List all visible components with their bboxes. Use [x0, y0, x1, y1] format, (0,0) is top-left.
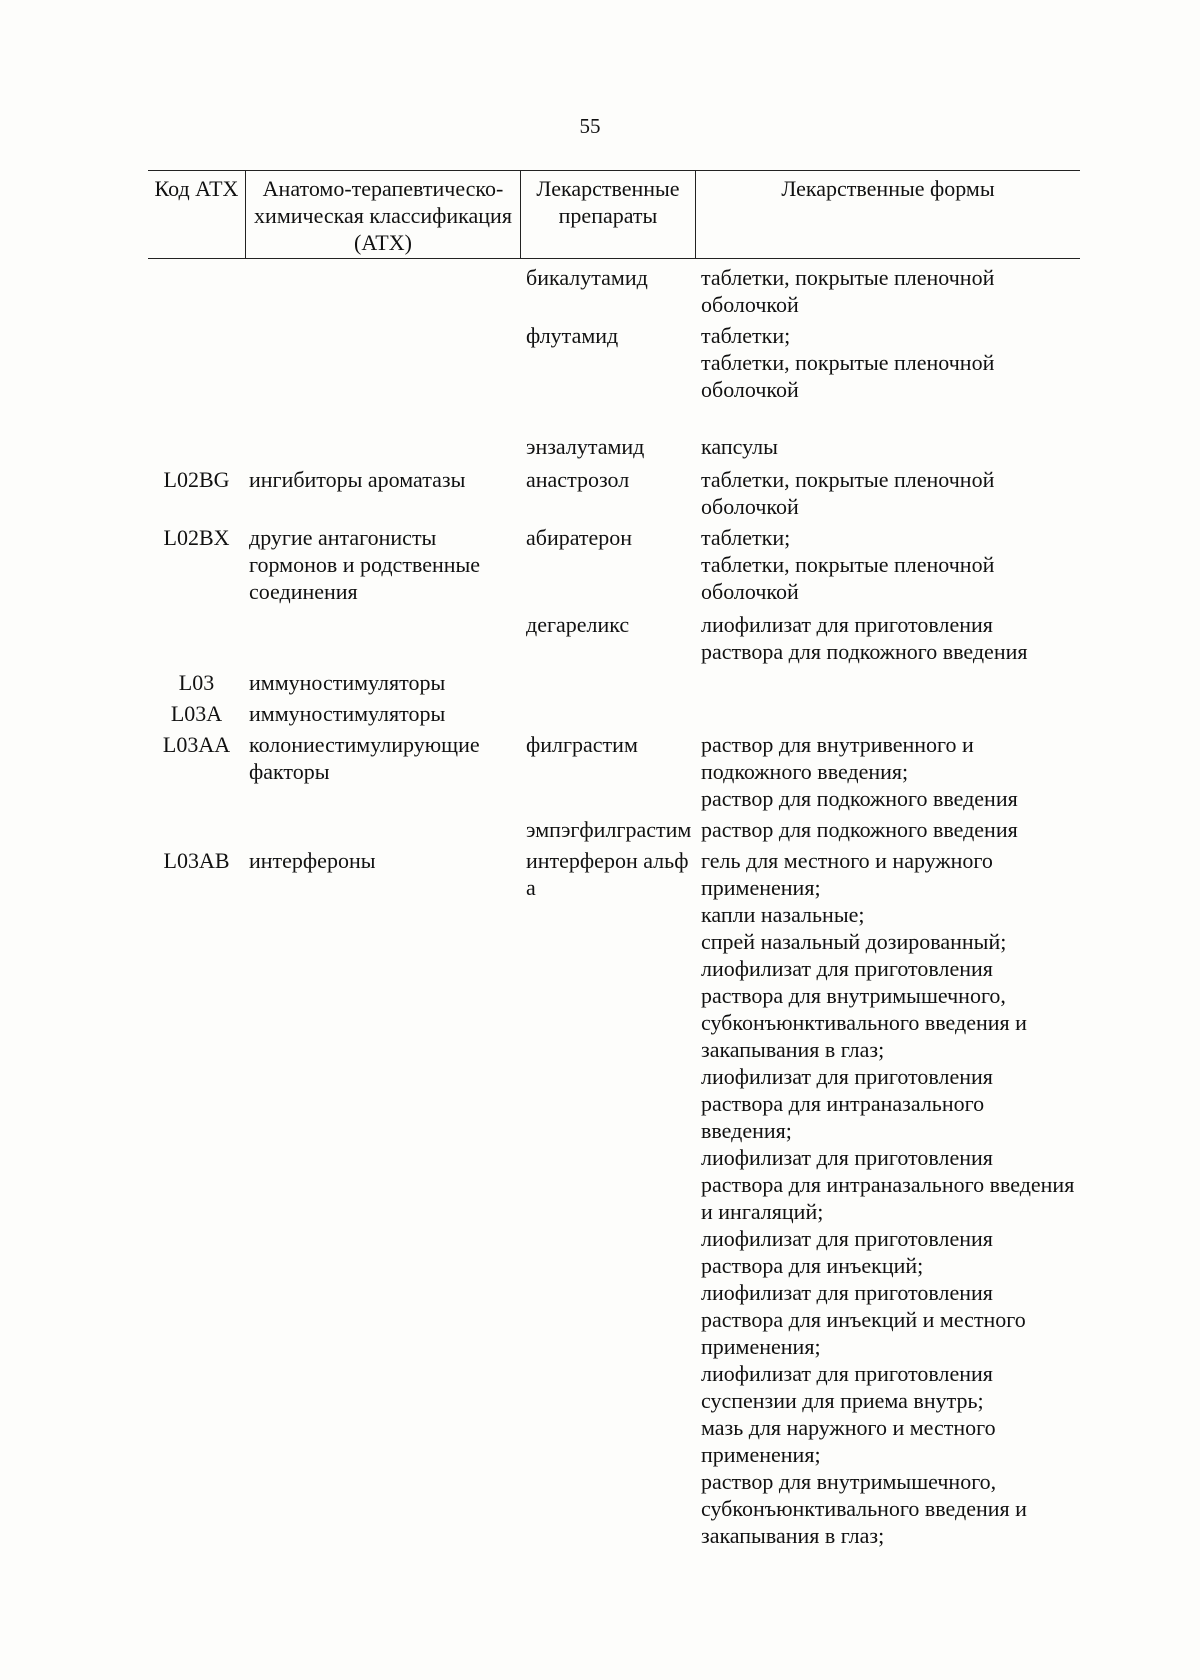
atc-classification: ингибиторы ароматазы [249, 467, 466, 492]
header-code: Код АТХ [154, 176, 239, 201]
dosage-forms [695, 464, 1080, 520]
dosage-form-item: лиофилизат для приготовления суспензии для приема внутрь; [701, 1361, 993, 1413]
table-row [148, 609, 1080, 665]
drug-name: бикалутамид [526, 265, 648, 290]
dosage-form-item: капсулы [701, 434, 778, 459]
table-row [148, 464, 1080, 520]
table-header [148, 170, 1080, 259]
dosage-forms [695, 814, 1080, 843]
atc-classification [245, 814, 520, 843]
dosage-forms [695, 698, 1080, 727]
table-row [148, 667, 1080, 696]
dosage-form-item: таблетки, покрытые пленочной оболочкой [701, 265, 995, 317]
atc-classification: другие антагонисты гормонов и родственные соединения [249, 525, 481, 604]
drug-name: флутамид [526, 323, 619, 348]
dosage-form-item: раствор для внутримышечного, субконъюнктивального введения и закапывания в глаз; [701, 1469, 1027, 1548]
dosage-form-item: гель для местного и наружного применения; [701, 848, 993, 900]
dosage-form-item: капли назальные; [701, 902, 865, 927]
dosage-form-item: лиофилизат для приготовления раствора для инъекций и местного применения; [701, 1280, 1026, 1359]
atc-code: L03AB [163, 848, 230, 873]
atc-code [148, 814, 245, 843]
atc-classification: колониестимулирующие факторы [249, 732, 480, 784]
dosage-forms [695, 262, 1080, 318]
dosage-form-item: лиофилизат для приготовления раствора для подкожного введения [701, 612, 1028, 664]
dosage-forms [695, 431, 1080, 460]
table-row [148, 320, 1080, 403]
table-row [148, 262, 1080, 318]
dosage-form-item: таблетки; [701, 525, 791, 550]
header-drugs: Лекарственные препараты [520, 171, 695, 258]
header-classification: Анатомо-терапевтическо-химическая классификация (АТХ) [245, 171, 520, 258]
dosage-form-item: лиофилизат для приготовления раствора для интраназального введения; [701, 1064, 993, 1143]
table-row [148, 845, 1080, 1549]
dosage-form-item: раствор для подкожного введения [701, 817, 1018, 842]
atc-classification [245, 320, 520, 403]
dosage-forms [695, 667, 1080, 696]
drug-name [520, 667, 695, 696]
dosage-form-item: лиофилизат для приготовления раствора для интраназального введения и ингаляций; [701, 1145, 1075, 1224]
drug-name: эмпэгфилграстим [526, 817, 692, 842]
drug-name: дегареликс [526, 612, 630, 637]
drug-name: энзалутамид [526, 434, 645, 459]
dosage-form-item: таблетки, покрытые пленочной оболочкой [701, 467, 995, 519]
atc-classification [245, 609, 520, 665]
dosage-form-item: мазь для наружного и местного применения; [701, 1415, 996, 1467]
atc-code [148, 431, 245, 460]
atc-classification [245, 262, 520, 318]
dosage-forms [695, 522, 1080, 605]
dosage-forms [695, 320, 1080, 403]
drug-name: интерферон альфа [526, 848, 689, 900]
dosage-form-item: таблетки, покрытые пленочной оболочкой [701, 552, 995, 604]
header-forms: Лекарственные формы [695, 171, 1080, 258]
dosage-forms [695, 845, 1080, 1549]
table-row [148, 431, 1080, 460]
dosage-form-item: лиофилизат для приготовления раствора для инъекций; [701, 1226, 993, 1278]
dosage-form-item: раствор для подкожного введения [701, 786, 1018, 811]
table-body [148, 262, 1080, 1549]
atc-code [148, 320, 245, 403]
page-number: 55 [579, 114, 601, 138]
atc-code: L02BG [163, 467, 230, 492]
atc-code [148, 262, 245, 318]
atc-classification: иммуностимуляторы [249, 670, 446, 695]
atc-classification: иммуностимуляторы [249, 701, 446, 726]
dosage-forms [695, 729, 1080, 812]
atc-code: L03 [178, 670, 215, 695]
atc-code: L03AA [162, 732, 231, 757]
drug-name [520, 698, 695, 727]
atc-code: L03A [170, 701, 223, 726]
table-row [148, 729, 1080, 812]
drug-name: анастрозол [526, 467, 630, 492]
dosage-form-item: таблетки; [701, 323, 791, 348]
atc-table [148, 170, 1080, 1549]
atc-classification: интерфероны [249, 848, 376, 873]
dosage-forms [695, 609, 1080, 665]
dosage-form-item: таблетки, покрытые пленочной оболочкой [701, 350, 995, 402]
drug-name: филграстим [526, 732, 638, 757]
dosage-form-item: спрей назальный дозированный; [701, 929, 1007, 954]
atc-classification [245, 431, 520, 460]
dosage-form-item: лиофилизат для приготовления раствора для внутримышечного, субконъюнктивального введения и закапывания в глаз; [701, 956, 1027, 1062]
table-row [148, 698, 1080, 727]
table-row [148, 522, 1080, 605]
table-row [148, 814, 1080, 843]
dosage-form-item: раствор для внутривенного и подкожного введения; [701, 732, 974, 784]
drug-name: абиратерон [526, 525, 633, 550]
atc-code: L02BX [163, 525, 230, 550]
atc-code [148, 609, 245, 665]
